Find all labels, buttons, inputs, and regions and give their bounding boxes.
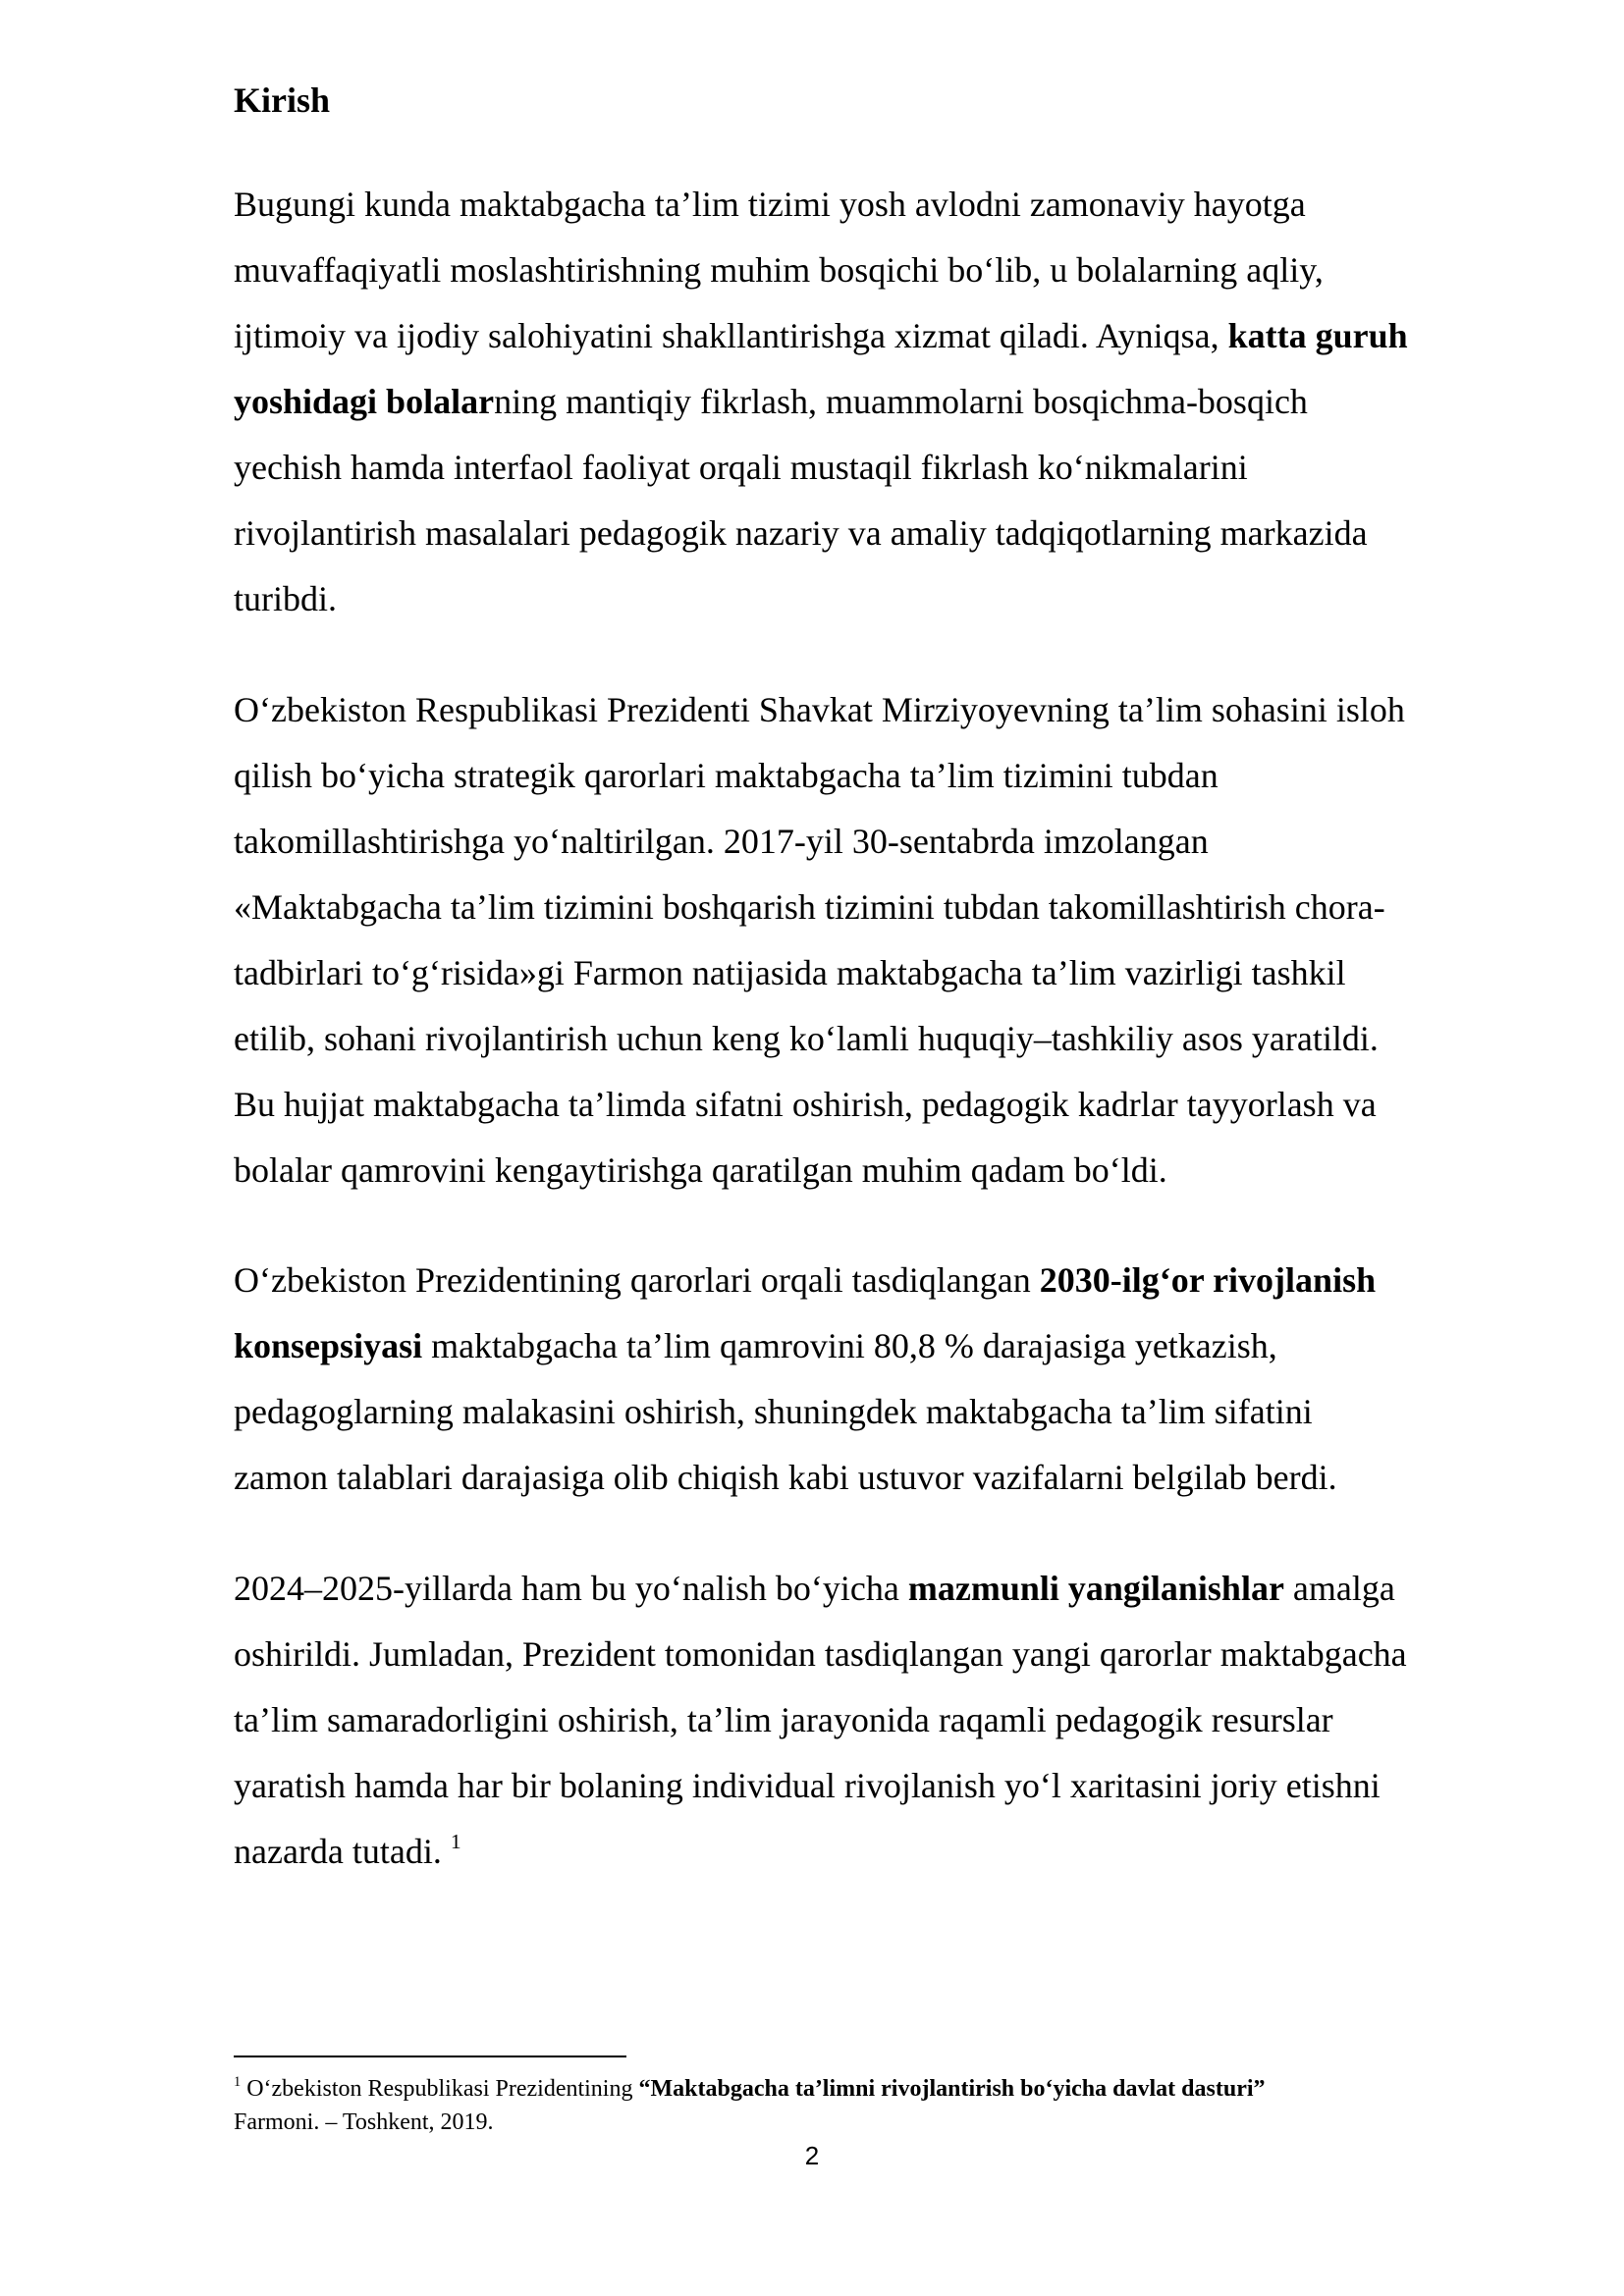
text-line [234, 1248, 1510, 1313]
bold-text: mazmunli yangilanishlar [907, 1569, 1284, 1608]
footnote-line [234, 2072, 1510, 2106]
text-run: O‘zbekiston Prezidentining qarorlari orqali tasdiqlangan [234, 1260, 1040, 1300]
paragraph-reforms [234, 677, 1510, 1203]
text-line: oshirildi. Jumladan, Prezident tomonidan tasdiqlangan yangi qarorlar maktabgacha [234, 1634, 1407, 1674]
text-line [234, 1556, 1510, 1622]
footnote-separator [234, 2056, 626, 2057]
text-line: turibdi. [234, 579, 337, 618]
footnote-reference[interactable]: 1 [450, 1829, 461, 1853]
text-line: etilib, sohani rivojlantirish uchun keng ko‘lamli huquqiy–tashkiliy asos yaratildi. [234, 1019, 1379, 1058]
footnote-line: Farmoni. – Toshkent, 2019. [234, 2109, 494, 2135]
text-line: Bugungi kunda maktabgacha ta’lim tizimi yosh avlodni zamonaviy hayotga [234, 185, 1306, 224]
text-run: maktabgacha ta’lim qamrovini 80,8 % darajasiga yetkazish, [422, 1326, 1277, 1365]
text-run: 2024–2025-yillarda ham bu yo‘nalish bo‘yicha [234, 1569, 908, 1608]
paragraph-concept-2030 [234, 1248, 1510, 1511]
section-heading: Kirish [234, 80, 331, 120]
text-line: Bu hujjat maktabgacha ta’limda sifatni oshirish, pedagogik kadrlar tayyorlash va [234, 1085, 1377, 1124]
text-run: nazarda tutadi. [234, 1832, 451, 1871]
bold-text: 2030-ilg‘or rivojlanish [1039, 1260, 1377, 1300]
text-line: qilish bo‘yicha strategik qarorlari maktabgacha ta’lim tizimini tubdan [234, 756, 1218, 795]
paragraph-updates-2024 [234, 1556, 1510, 1885]
text-line: takomillashtirishga yo‘naltirilgan. 2017-yil 30-sentabrda imzolangan [234, 822, 1209, 861]
footnote [234, 2072, 1510, 2139]
bold-text: yoshidagi bolalar [234, 382, 495, 421]
text-run: amalga [1283, 1569, 1395, 1608]
text-line: zamon talablari darajasiga olib chiqish kabi ustuvor vazifalarni belgilab berdi. [234, 1458, 1337, 1497]
text-run: ning mantiqiy fikrlash, muammolarni bosqichma-bosqich [494, 382, 1308, 421]
bold-text: “Maktabgacha ta’limni rivojlantirish bo‘yicha davlat dasturi” [638, 2076, 1266, 2102]
text-line: O‘zbekiston Respublikasi Prezidenti Shavkat Mirziyoyevning ta’lim sohasini isloh [234, 690, 1405, 729]
text-line: yechish hamda interfaol faoliyat orqali mustaqil fikrlash ko‘nikmalarini [234, 448, 1248, 487]
text-run: ijtimoiy va ijodiy salohiyatini shakllantirishga xizmat qiladi. Ayniqsa, [234, 316, 1228, 355]
text-line: ta’lim samaradorligini oshirish, ta’lim jarayonida raqamli pedagogik resurslar [234, 1700, 1333, 1739]
text-line [234, 369, 1510, 435]
text-line: tadbirlari to‘g‘risida»gi Farmon natijasida maktabgacha ta’lim vazirligi tashkil [234, 953, 1346, 992]
paragraph-intro [234, 172, 1510, 632]
text-line [234, 1819, 1510, 1885]
text-line: muvaffaqiyatli moslashtirishning muhim bosqichi bo‘lib, u bolalarning aqliy, [234, 250, 1324, 290]
page-number: 2 [804, 2141, 820, 2170]
footnote-marker: 1 [234, 2073, 242, 2090]
text-line: rivojlantirish masalalari pedagogik nazariy va amaliy tadqiqotlarning markazida [234, 513, 1368, 553]
text-line: «Maktabgacha ta’lim tizimini boshqarish tizimini tubdan takomillashtirish chora- [234, 887, 1385, 927]
text-line: yaratish hamda har bir bolaning individual rivojlanish yo‘l xaritasini joriy etishni [234, 1766, 1380, 1805]
text-line [234, 303, 1510, 369]
text-line: bolalar qamrovini kengaytirishga qaratilgan muhim qadam bo‘ldi. [234, 1150, 1167, 1190]
text-line: pedagoglarning malakasini oshirish, shuningdek maktabgacha ta’lim sifatini [234, 1392, 1313, 1431]
bold-text: katta guruh [1227, 316, 1408, 355]
text-run: O‘zbekiston Respublikasi Prezidentining [241, 2076, 639, 2102]
text-line [234, 1313, 1510, 1379]
bold-text: konsepsiyasi [234, 1326, 423, 1365]
